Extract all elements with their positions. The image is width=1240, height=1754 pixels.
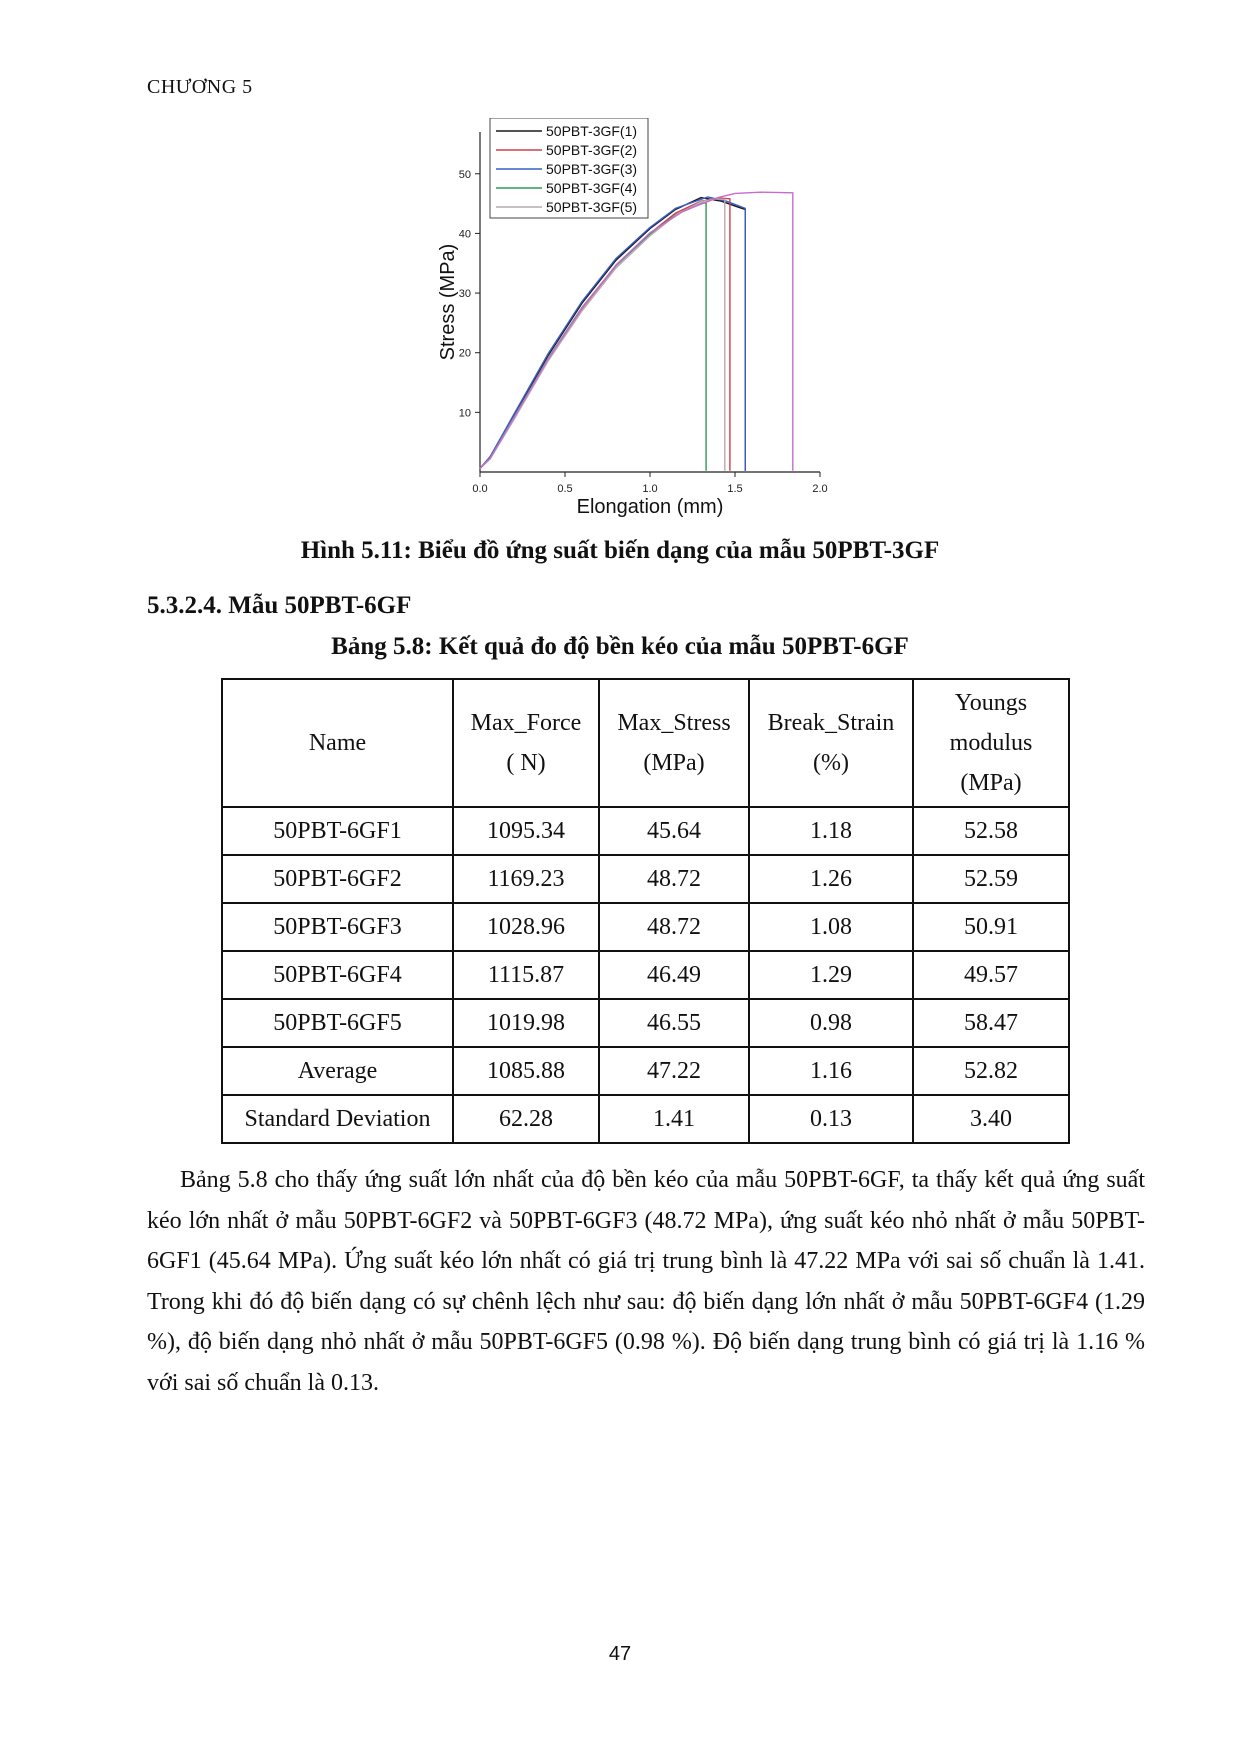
break-strain-cell: 1.08 (749, 903, 913, 951)
series-line-4 (480, 203, 706, 471)
max-force-cell: 1019.98 (453, 999, 599, 1047)
legend-label: 50PBT-3GF(5) (546, 199, 638, 215)
x-tick-label: 2.0 (812, 483, 828, 495)
header-max-force (453, 679, 599, 807)
max-stress-cell: 48.72 (599, 903, 749, 951)
header-max-stress (599, 679, 749, 807)
header-break-strain-line2: (%) (813, 750, 849, 776)
break-strain-cell: 1.26 (749, 855, 913, 903)
header-break-strain-line1: Break_Strain (767, 710, 895, 736)
legend-label: 50PBT-3GF(3) (546, 161, 638, 177)
legend-label: 50PBT-3GF(1) (546, 123, 638, 139)
table-body (222, 807, 1069, 1143)
youngs-modulus-cell: 52.58 (913, 807, 1069, 855)
tensile-results-table (221, 678, 1070, 1144)
header-youngs-modulus (913, 679, 1069, 807)
max-stress-cell: 48.72 (599, 855, 749, 903)
table-caption: Bảng 5.8: Kết quả đo độ bền kéo của mẫu 50PBT-6GF (331, 633, 909, 660)
page-number: 47 (608, 1643, 632, 1665)
max-force-cell: 1115.87 (453, 951, 599, 999)
max-stress-cell: 1.41 (599, 1095, 749, 1143)
chart-series-group (480, 192, 793, 471)
youngs-modulus-cell: 58.47 (913, 999, 1069, 1047)
header-name-text: Name (308, 730, 367, 756)
max-stress-cell: 47.22 (599, 1047, 749, 1095)
max-stress-cell: 46.55 (599, 999, 749, 1047)
break-strain-cell: 0.13 (749, 1095, 913, 1143)
sample-name-cell: 50PBT-6GF4 (222, 951, 453, 999)
youngs-modulus-cell: 3.40 (913, 1095, 1069, 1143)
break-strain-cell: 1.29 (749, 951, 913, 999)
break-strain-cell: 1.16 (749, 1047, 913, 1095)
break-strain-cell: 0.98 (749, 999, 913, 1047)
table-row (222, 999, 1069, 1047)
y-axis-label: Stress (MPa) (437, 243, 459, 361)
header-max-stress-line2: (MPa) (643, 750, 705, 776)
max-stress-cell: 45.64 (599, 807, 749, 855)
y-tick-label: 10 (458, 407, 471, 420)
table-row (222, 807, 1069, 855)
section-title: 5.3.2.4. Mẫu 50PBT-6GF (147, 592, 412, 619)
x-tick-label: 0.5 (557, 483, 573, 495)
x-tick-label: 1.5 (727, 483, 743, 495)
header-youngs-modulus-line3: (MPa) (960, 770, 1022, 796)
header-youngs-modulus-line1: Youngs (954, 690, 1028, 716)
x-tick-label: 0.0 (472, 483, 488, 495)
series-line-2 (480, 198, 730, 471)
youngs-modulus-cell: 52.59 (913, 855, 1069, 903)
youngs-modulus-cell: 49.57 (913, 951, 1069, 999)
table-row (222, 1095, 1069, 1143)
sample-name-cell: Standard Deviation (222, 1095, 453, 1143)
max-force-cell: 1085.88 (453, 1047, 599, 1095)
table-header-row (222, 679, 1069, 807)
table-row (222, 903, 1069, 951)
body-paragraph: Bảng 5.8 cho thấy ứng suất lớn nhất của độ bền kéo của mẫu 50PBT-6GF, ta thấy kết quả ứng suất kéo lớn nhất ở mẫu 50PBT-6GF2 và 50PBT-6GF3 (48.72 MPa), ứng suất kéo nhỏ nhất ở mẫu 50PBT-6GF1 (45.64 MPa). Ứng suất kéo lớn nhất có giá trị trung bình là 47.22 MPa với sai số chuẩn là 1.41. Trong khi đó độ biến dạng có sự chênh lệch như sau: độ biến dạng lớn nhất ở mẫu 50PBT-6GF4 (1.29 %), độ biến dạng nhỏ nhất ở mẫu 50PBT-6GF5 (0.98 %). Độ biến dạng trung bình có giá trị là 1.16 % với sai số chuẩn là 0.13. (147, 1167, 1145, 1396)
x-tick-label: 1.0 (642, 483, 658, 495)
header-name (222, 679, 453, 807)
sample-name-cell: Average (222, 1047, 453, 1095)
max-force-cell: 62.28 (453, 1095, 599, 1143)
sample-name-cell: 50PBT-6GF1 (222, 807, 453, 855)
series-line-5 (480, 199, 725, 471)
sample-name-cell: 50PBT-6GF5 (222, 999, 453, 1047)
max-force-cell: 1169.23 (453, 855, 599, 903)
y-tick-label: 30 (458, 288, 471, 301)
sample-name-cell: 50PBT-6GF2 (222, 855, 453, 903)
y-tick-label: 20 (458, 347, 471, 360)
header-youngs-modulus-line2: modulus (949, 730, 1033, 756)
youngs-modulus-cell: 52.82 (913, 1047, 1069, 1095)
max-force-cell: 1028.96 (453, 903, 599, 951)
x-axis-label: Elongation (mm) (576, 496, 724, 518)
y-tick-label: 40 (458, 228, 471, 241)
max-stress-cell: 46.49 (599, 951, 749, 999)
table-row (222, 951, 1069, 999)
header-max-force-line2: ( N) (506, 750, 546, 776)
header-max-force-line1: Max_Force (470, 710, 582, 736)
y-tick-label: 50 (458, 168, 471, 181)
table-row (222, 855, 1069, 903)
table-row (222, 1047, 1069, 1095)
youngs-modulus-cell: 50.91 (913, 903, 1069, 951)
max-force-cell: 1095.34 (453, 807, 599, 855)
break-strain-cell: 1.18 (749, 807, 913, 855)
chart-legend (490, 118, 648, 218)
header-break-strain (749, 679, 913, 807)
sample-name-cell: 50PBT-6GF3 (222, 903, 453, 951)
chapter-header: CHƯƠNG 5 (147, 76, 253, 98)
legend-label: 50PBT-3GF(4) (546, 180, 638, 196)
legend-label: 50PBT-3GF(2) (546, 142, 638, 158)
header-max-stress-line1: Max_Stress (617, 710, 731, 736)
figure-caption: Hình 5.11: Biểu đồ ứng suất biến dạng của mẫu 50PBT-3GF (300, 537, 940, 564)
stress-strain-chart (420, 118, 880, 528)
